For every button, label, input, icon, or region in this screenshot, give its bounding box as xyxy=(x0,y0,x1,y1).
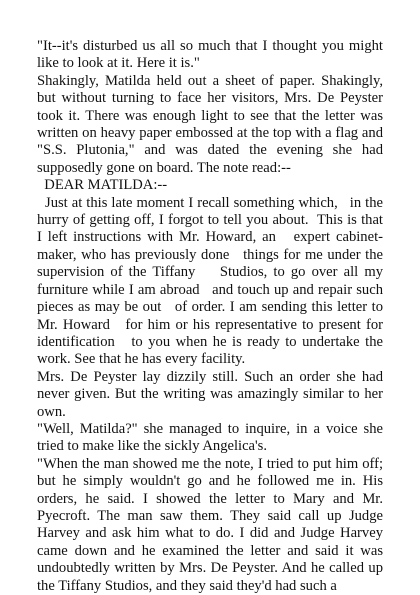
paragraph-2: Shakingly, Matilda held out a sheet of paper. Shakingly, but without turning to face her visitors, Mrs. De Peyster took it. There was enough light to see that the letter was written on heavy paper embossed at the top with a flag and "S.S. Plutonia," and was dated the evening she had supposedly gone on board. The note read:-- xyxy=(37,72,387,176)
paragraph-7: "When the man showed me the note, I tried to put him off; but he simply wouldn't go and he followed me in. His orders, he said. I showed the letter to Mary and Mr. Pyecroft. The man saw them. They said call up Judge Harvey and ask him what to do. I did and Judge Harvey came down and he examined the letter and said it was undoubtedly written by Mrs. De Peyster. And he called up the Tiffany Studios, and they said they'd had such a xyxy=(37,455,387,594)
paragraph-5: Mrs. De Peyster lay dizzily still. Such an order she had never given. But the writing was amazingly similar to her own. xyxy=(37,368,387,420)
letter-salutation: DEAR MATILDA:-- xyxy=(37,177,168,194)
paragraph-6: "Well, Matilda?" she managed to inquire, in a voice she tried to make like the sickly Angelica's. xyxy=(37,420,387,455)
paragraph-1: "It--it's disturbed us all so much that I thought you might like to look at it. Here it is." xyxy=(37,38,387,72)
letter-body: Just at this late moment I recall something which, in the hurry of getting off, I forgot to tell you about. This is that I left instructions with Mr. Howard, an expert cabinet-maker, who has previously done things for me under the supervision of the Tiffany Studios, to go over all my furniture while I am abroad and touch up and repair such pieces as may be out of order. I am sending this letter to Mr. Howard for him or his representative to present for identification to you when he is ready to undertake the work. See that he has every facility. xyxy=(37,194,387,368)
document-page xyxy=(37,38,387,595)
